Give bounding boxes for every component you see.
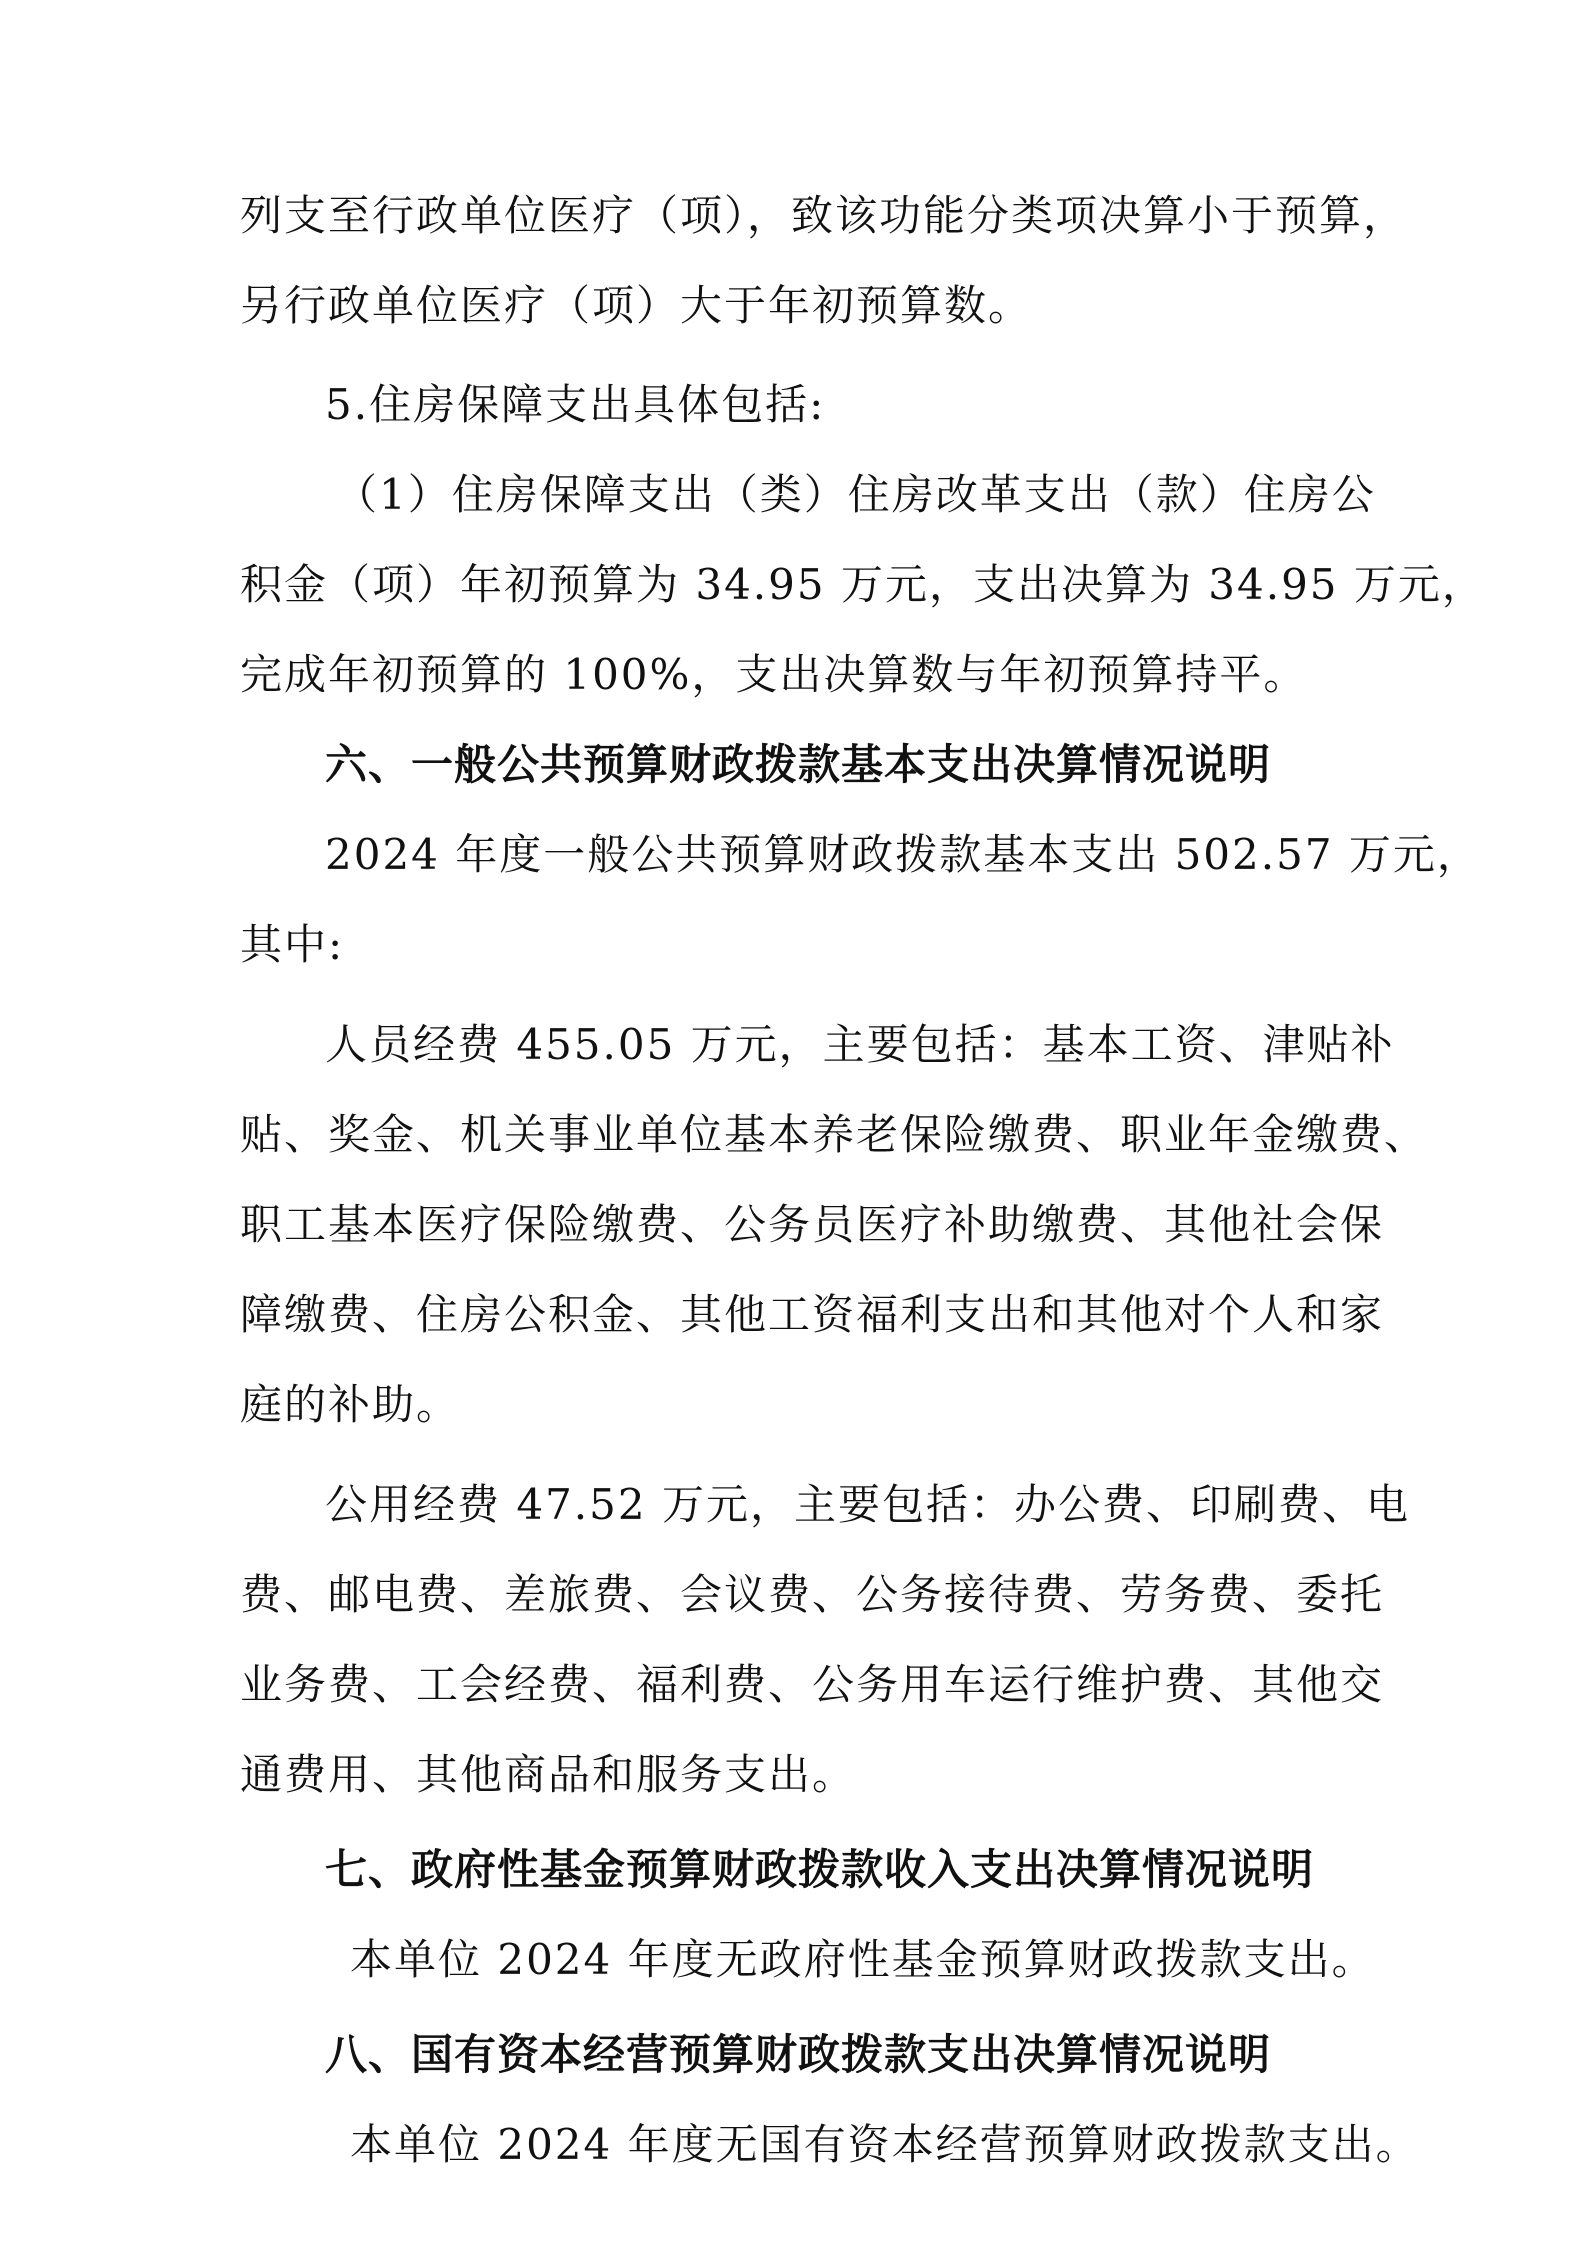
- section-heading-8: 八、国有资本经营预算财政拨款支出决算情况说明: [325, 2030, 1272, 2079]
- paragraph-line: 通费用、其他商品和服务支出。: [240, 1750, 857, 1799]
- paragraph-line: 完成年初预算的 100%，支出决算数与年初预算持平。: [240, 650, 1308, 699]
- paragraph-line: 2024 年度一般公共预算财政拨款基本支出 502.57 万元，: [325, 830, 1481, 879]
- paragraph-line: 庭的补助。: [240, 1380, 461, 1429]
- section-heading-7: 七、政府性基金预算财政拨款收入支出决算情况说明: [325, 1845, 1315, 1894]
- paragraph-line: 业务费、工会经费、福利费、公务用车运行维护费、其他交: [240, 1660, 1385, 1709]
- paragraph-line: 公用经费 47.52 万元，主要包括：办公费、印刷费、电: [325, 1480, 1410, 1529]
- paragraph-line: 本单位 2024 年度无政府性基金预算财政拨款支出。: [350, 1935, 1376, 1984]
- paragraph-line: 积金（项）年初预算为 34.95 万元，支出决算为 34.95 万元，: [240, 560, 1486, 609]
- paragraph-line: 其中:: [240, 920, 345, 969]
- paragraph-line: 障缴费、住房公积金、其他工资福利支出和其他对个人和家: [240, 1290, 1385, 1339]
- paragraph-line: 费、邮电费、差旅费、会议费、公务接待费、劳务费、委托: [240, 1570, 1385, 1619]
- paragraph-line: 列支至行政单位医疗（项），致该功能分类项决算小于预算，: [240, 191, 1408, 240]
- paragraph-line: 另行政单位医疗（项）大于年初预算数。: [240, 281, 1033, 330]
- paragraph-line: 贴、奖金、机关事业单位基本养老保险缴费、职业年金缴费、: [240, 1110, 1429, 1159]
- paragraph-line: 人员经费 455.05 万元，主要包括：基本工资、津贴补: [325, 1020, 1395, 1069]
- paragraph-line: 职工基本医疗保险缴费、公务员医疗补助缴费、其他社会保: [240, 1200, 1385, 1249]
- paragraph-line: （1）住房保障支出（类）住房改革支出（款）住房公: [335, 470, 1376, 519]
- section-heading-6: 六、一般公共预算财政拨款基本支出决算情况说明: [325, 740, 1272, 789]
- subsection-title: 5.住房保障支出具体包括:: [325, 380, 826, 429]
- paragraph-line: 本单位 2024 年度无国有资本经营预算财政拨款支出。: [350, 2120, 1420, 2169]
